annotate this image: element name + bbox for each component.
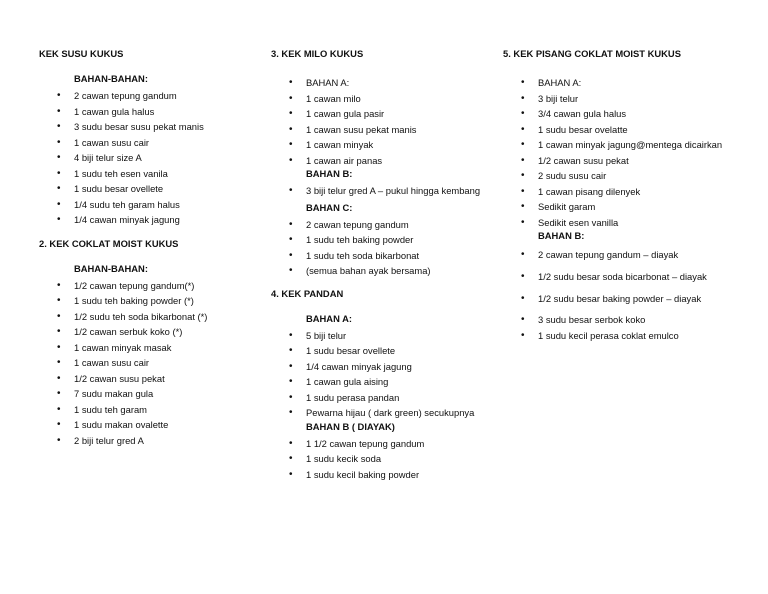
- ingredient-list: [503, 244, 763, 310]
- list-item: • 1/4 cawan minyak jagung: [39, 212, 264, 228]
- section-heading-bahan-b-diayak: BAHAN B ( DIAYAK): [306, 420, 395, 432]
- list-item: • 1 sudu besar ovelatte: [503, 122, 763, 138]
- ingredient-list: [271, 328, 496, 421]
- section-heading-bahan-bahan: BAHAN-BAHAN:: [74, 262, 148, 274]
- list-item: • 1 sudu teh garam: [39, 402, 264, 418]
- list-item: • 1 cawan minyak: [271, 137, 496, 153]
- list-item: • 1 cawan susu pekat manis: [271, 122, 496, 138]
- list-item: • 1 cawan minyak jagung@mentega dicairkan: [503, 137, 763, 153]
- list-item: • 3/4 cawan gula halus: [503, 106, 763, 122]
- list-item: • 7 sudu makan gula: [39, 386, 264, 402]
- list-item: • 1 cawan gula aising: [271, 374, 496, 390]
- list-item: • 1 1/2 cawan tepung gandum: [271, 436, 496, 452]
- list-item: • 1 sudu besar ovellete: [39, 181, 264, 197]
- section-heading-bahan-a: BAHAN A:: [306, 312, 353, 324]
- list-item: • 1 cawan gula pasir: [271, 106, 496, 122]
- list-item: • 1 sudu teh soda bikarbonat: [271, 248, 496, 264]
- ingredient-list: [271, 75, 496, 168]
- list-item: • BAHAN A:: [503, 75, 763, 91]
- list-item: • 1/2 cawan susu pekat: [39, 371, 264, 387]
- list-item: • 1 sudu teh baking powder (*): [39, 293, 264, 309]
- list-item: • 1 sudu kecil baking powder: [271, 467, 496, 483]
- list-item: • 3 biji telur gred A – pukul hingga kembang: [271, 183, 496, 199]
- recipe-column-1: [39, 48, 264, 448]
- list-item: • 1 cawan susu cair: [39, 355, 264, 371]
- list-item: • 2 cawan tepung gandum: [271, 217, 496, 233]
- list-item: • 3 sudu besar serbok koko: [503, 312, 763, 328]
- list-item: • 1 cawan susu cair: [39, 135, 264, 151]
- recipe-column-3: [503, 48, 763, 343]
- recipe-title-kek-susu-kukus: KEK SUSU KUKUS: [39, 48, 124, 59]
- list-item: • 4 biji telur size A: [39, 150, 264, 166]
- section-heading-bahan-c: BAHAN C:: [306, 201, 353, 213]
- ingredient-list: [271, 436, 496, 483]
- list-item: • 1/2 cawan serbuk koko (*): [39, 324, 264, 340]
- list-item: • 2 biji telur gred A: [39, 433, 264, 449]
- list-item: • 1/2 sudu besar soda bicarbonat – diayak: [503, 266, 763, 288]
- section-heading-bahan-b: BAHAN B:: [538, 230, 585, 241]
- recipe-title-kek-pandan: 4. KEK PANDAN: [271, 287, 344, 299]
- recipe-title-kek-milo-kukus: 3. KEK MILO KUKUS: [271, 48, 364, 59]
- list-item: • (semua bahan ayak bersama): [271, 263, 496, 279]
- list-item: • 1 cawan gula halus: [39, 104, 264, 120]
- list-item: • 1/4 sudu teh garam halus: [39, 197, 264, 213]
- list-item: • 1 cawan air panas: [271, 153, 496, 169]
- recipe-column-2: [271, 48, 496, 482]
- section-heading-bahan-b: BAHAN B:: [306, 168, 353, 179]
- ingredient-list: [39, 278, 264, 449]
- ingredient-list: [271, 183, 496, 199]
- ingredient-list: [503, 312, 763, 343]
- list-item: • 1 sudu teh esen vanila: [39, 166, 264, 182]
- ingredient-list: [271, 217, 496, 279]
- list-item: • Sedikit esen vanilla: [503, 215, 763, 231]
- list-item: • 1 cawan minyak masak: [39, 340, 264, 356]
- list-item: • 1/2 cawan tepung gandum(*): [39, 278, 264, 294]
- list-item: • 1/2 sudu besar baking powder – diayak: [503, 288, 763, 310]
- ingredient-list: [503, 75, 763, 230]
- list-item: • 2 cawan tepung gandum – diayak: [503, 244, 763, 266]
- list-item: • BAHAN A:: [271, 75, 496, 91]
- list-item: • 1/2 cawan susu pekat: [503, 153, 763, 169]
- section-heading-bahan-bahan: BAHAN-BAHAN:: [74, 73, 148, 84]
- list-item: • 3 biji telur: [503, 91, 763, 107]
- list-item: • 5 biji telur: [271, 328, 496, 344]
- list-item: • 1 sudu perasa pandan: [271, 390, 496, 406]
- list-item: • 1/4 cawan minyak jagung: [271, 359, 496, 375]
- list-item: • 2 cawan tepung gandum: [39, 88, 264, 104]
- recipe-title-kek-coklat-moist-kukus: 2. KEK COKLAT MOIST KUKUS: [39, 237, 179, 249]
- list-item: • Pewarna hijau ( dark green) secukupnya: [271, 405, 496, 421]
- list-item: • 1 sudu kecil perasa coklat emulco: [503, 328, 763, 344]
- recipe-title-kek-pisang-coklat-moist-kukus: 5. KEK PISANG COKLAT MOIST KUKUS: [503, 48, 681, 59]
- list-item: • 1 sudu makan ovalette: [39, 417, 264, 433]
- list-item: • 1 sudu besar ovellete: [271, 343, 496, 359]
- list-item: • 1 cawan pisang dilenyek: [503, 184, 763, 200]
- ingredient-list: [39, 88, 264, 228]
- list-item: • 1 sudu kecik soda: [271, 451, 496, 467]
- list-item: • 1 cawan milo: [271, 91, 496, 107]
- list-item: • 2 sudu susu cair: [503, 168, 763, 184]
- list-item: • 3 sudu besar susu pekat manis: [39, 119, 264, 135]
- list-item: • 1/2 sudu teh soda bikarbonat (*): [39, 309, 264, 325]
- list-item: • Sedikit garam: [503, 199, 763, 215]
- list-item: • 1 sudu teh baking powder: [271, 232, 496, 248]
